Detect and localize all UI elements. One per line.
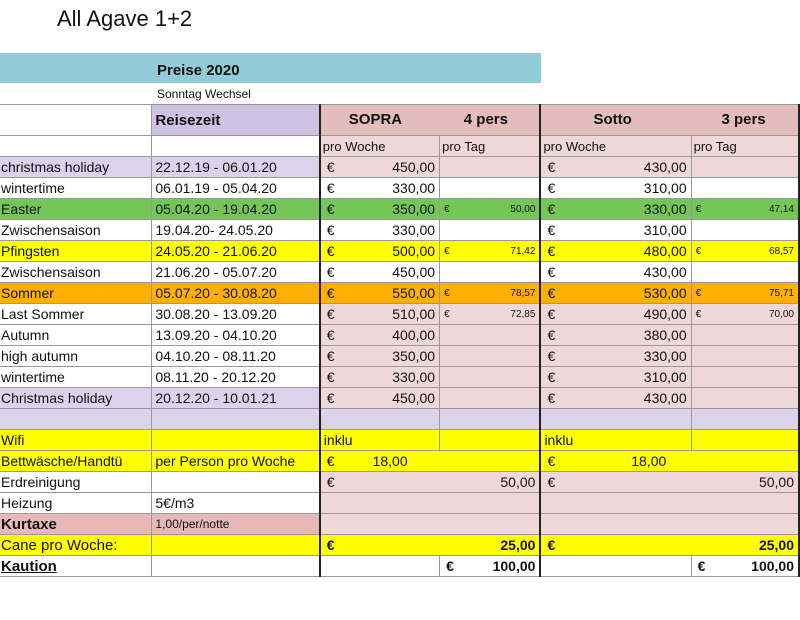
price-value: 50,00: [500, 474, 536, 490]
wifi-desc: [152, 430, 320, 451]
sotto-day-price: [691, 199, 799, 220]
season-label: Zwischensaison: [0, 262, 152, 283]
sotto-day-empty: [691, 325, 799, 346]
sotto-week-price: [540, 220, 691, 241]
price-value: 310,00: [643, 180, 687, 196]
header-sotto-pers: 3 pers: [721, 111, 766, 128]
heiz-sopra: [320, 493, 541, 514]
euro-sign: €: [547, 474, 556, 490]
season-dates: 04.10.20 - 08.11.20: [152, 346, 320, 367]
euro-sign: €: [326, 243, 335, 259]
sopra-week-price: [320, 388, 440, 409]
price-value: 18,00: [631, 453, 667, 469]
sub-empty-2: [152, 136, 320, 157]
price-value: 25,00: [500, 537, 536, 553]
sotto-pro-tag: pro Tag: [691, 136, 799, 157]
euro-sign: €: [547, 453, 556, 469]
euro-sign: €: [326, 369, 335, 385]
header-sotto: [540, 105, 799, 136]
spacer-cell: [320, 409, 440, 430]
table-row: [0, 241, 799, 262]
sotto-week-price: [540, 241, 691, 262]
euro-sign: €: [547, 243, 556, 259]
spacer-cell: [440, 409, 541, 430]
sopra-week-price: [320, 220, 440, 241]
sopra-week-price: [320, 283, 440, 304]
table-row: [0, 199, 799, 220]
euro-sign: €: [547, 306, 556, 322]
sotto-day-empty: [691, 346, 799, 367]
sotto-pro-woche: pro Woche: [540, 136, 691, 157]
price-value: 430,00: [643, 159, 687, 175]
price-value: 18,00: [372, 453, 408, 469]
sotto-day-price: [691, 283, 799, 304]
sopra-week-price: [320, 157, 440, 178]
sopra-day-empty: [440, 262, 541, 283]
euro-sign: €: [547, 327, 556, 343]
table-row: [0, 388, 799, 409]
euro-sign: €: [547, 159, 556, 175]
price-value: 450,00: [392, 264, 436, 280]
euro-sign: €: [547, 201, 556, 217]
season-dates: 20.12.20 - 10.01.21: [152, 388, 320, 409]
price-value: 50,00: [758, 474, 794, 490]
season-dates: 22.12.19 - 06.01.20: [152, 157, 320, 178]
euro-sign: €: [547, 264, 556, 280]
erd-label: Erdreinigung: [0, 472, 152, 493]
sotto-week-price: [540, 199, 691, 220]
sopra-day-empty: [440, 367, 541, 388]
price-value: 510,00: [392, 306, 436, 322]
sotto-week-price: [540, 325, 691, 346]
price-value: 380,00: [643, 327, 687, 343]
cane-row: [0, 535, 799, 556]
kaution-desc: [152, 556, 320, 577]
sopra-week-price: [320, 178, 440, 199]
sotto-day-empty: [691, 157, 799, 178]
price-value: 25,00: [758, 537, 794, 553]
euro-sign: €: [695, 203, 702, 215]
sotto-week-price: [540, 157, 691, 178]
table-row: [0, 304, 799, 325]
bett-desc: per Person pro Woche: [152, 451, 320, 472]
header-reisezeit: Reisezeit: [152, 105, 320, 136]
kaution-sopra-empty: [320, 556, 440, 577]
season-dates: 05.04.20 - 19.04.20: [152, 199, 320, 220]
price-value: 100,00: [492, 558, 536, 574]
sopra-week-price: [320, 367, 440, 388]
euro-sign: €: [444, 245, 450, 257]
sotto-week-price: [540, 262, 691, 283]
spacer-cell: [0, 409, 152, 430]
table-row: [0, 157, 799, 178]
sotto-day-price: [691, 304, 799, 325]
table-row: [0, 262, 799, 283]
euro-sign: €: [326, 306, 335, 322]
sotto-day-empty: [691, 220, 799, 241]
sopra-day-empty: [440, 388, 541, 409]
cane-sopra: [320, 535, 541, 556]
price-value: 78,57: [510, 287, 536, 299]
euro-sign: €: [695, 308, 702, 320]
page-title: All Agave 1+2: [57, 6, 193, 31]
table-row: [0, 346, 799, 367]
sotto-day-empty: [691, 367, 799, 388]
sopra-week-price: [320, 346, 440, 367]
euro-sign: €: [444, 287, 450, 299]
heiz-row: [0, 493, 799, 514]
cane-label: Cane pro Woche:: [0, 535, 152, 556]
season-dates: 21.06.20 - 05.07.20: [152, 262, 320, 283]
table-row: [0, 178, 799, 199]
spacer-cell: [152, 409, 320, 430]
price-value: 68,57: [768, 245, 794, 257]
sopra-week-price: [320, 241, 440, 262]
season-label: wintertime: [0, 367, 152, 388]
euro-sign: €: [547, 180, 556, 196]
price-value: 500,00: [392, 243, 436, 259]
price-value: 490,00: [643, 306, 687, 322]
euro-sign: €: [326, 453, 335, 469]
season-label: christmas holiday: [0, 157, 152, 178]
bett-label: Bettwäsche/Handtü: [0, 451, 152, 472]
sopra-pro-tag: pro Tag: [440, 136, 541, 157]
sopra-day-price: [440, 283, 541, 304]
header-sotto-name: Sotto: [593, 111, 632, 128]
sotto-week-price: [540, 283, 691, 304]
price-value: 480,00: [643, 243, 687, 259]
sotto-day-empty: [691, 388, 799, 409]
sopra-day-empty: [440, 220, 541, 241]
header-empty: [0, 105, 152, 136]
euro-sign: €: [326, 348, 335, 364]
season-dates: 08.11.20 - 20.12.20: [152, 367, 320, 388]
euro-sign: €: [326, 285, 335, 301]
wifi-label: Wifi: [0, 430, 152, 451]
header-sopra-name: SOPRA: [348, 111, 403, 128]
season-label: Autumn: [0, 325, 152, 346]
euro-sign: €: [444, 203, 450, 215]
sopra-day-empty: [440, 157, 541, 178]
season-dates: 19.04.20- 24.05.20: [152, 220, 320, 241]
sopra-day-price: [440, 241, 541, 262]
season-label: wintertime: [0, 178, 152, 199]
price-value: 400,00: [392, 327, 436, 343]
kurtaxe-row: [0, 514, 799, 535]
erd-row: [0, 472, 799, 493]
sopra-day-price: [440, 304, 541, 325]
wifi-sopra: inklu: [320, 430, 440, 451]
kaution-sotto-empty: [540, 556, 691, 577]
price-value: 450,00: [392, 159, 436, 175]
sopra-day-empty: [440, 346, 541, 367]
price-value: 310,00: [643, 222, 687, 238]
price-value: 310,00: [643, 369, 687, 385]
kurtaxe-sopra: [320, 514, 541, 535]
wechsel-subtitle: Sonntag Wechsel: [157, 87, 251, 101]
season-label: high autumn: [0, 346, 152, 367]
erd-sopra: [320, 472, 541, 493]
price-value: 330,00: [392, 180, 436, 196]
sopra-week-price: [320, 199, 440, 220]
price-value: 47,14: [768, 203, 794, 215]
kaution-sotto: [691, 556, 799, 577]
wifi-sopra-day: [440, 430, 541, 451]
sopra-day-empty: [440, 325, 541, 346]
season-dates: 13.09.20 - 04.10.20: [152, 325, 320, 346]
price-value: 550,00: [392, 285, 436, 301]
price-value: 330,00: [392, 369, 436, 385]
price-value: 70,00: [768, 308, 794, 320]
wifi-sotto-day: [691, 430, 799, 451]
euro-sign: €: [695, 245, 702, 257]
heiz-desc: 5€/m3: [152, 493, 320, 514]
table-row: [0, 325, 799, 346]
euro-sign: €: [326, 180, 335, 196]
euro-sign: €: [326, 537, 335, 553]
euro-sign: €: [697, 558, 706, 574]
euro-sign: €: [326, 264, 335, 280]
sopra-day-empty: [440, 178, 541, 199]
bett-sopra: [320, 451, 541, 472]
sotto-week-price: [540, 178, 691, 199]
kaution-label: Kaution: [0, 556, 152, 577]
price-value: 350,00: [392, 201, 436, 217]
sub-empty-1: [0, 136, 152, 157]
euro-sign: €: [444, 308, 450, 320]
euro-sign: €: [326, 327, 335, 343]
sotto-day-price: [691, 241, 799, 262]
euro-sign: €: [547, 537, 556, 553]
bett-row: [0, 451, 799, 472]
sopra-week-price: [320, 304, 440, 325]
price-value: 71,42: [510, 245, 536, 257]
season-dates: 06.01.19 - 05.04.20: [152, 178, 320, 199]
kaution-row: [0, 556, 799, 577]
euro-sign: €: [326, 390, 335, 406]
sotto-week-price: [540, 367, 691, 388]
sopra-pro-woche: pro Woche: [320, 136, 440, 157]
euro-sign: €: [547, 369, 556, 385]
price-value: 530,00: [643, 285, 687, 301]
spacer-cell: [540, 409, 691, 430]
spacer-row: [0, 409, 799, 430]
price-value: 430,00: [643, 390, 687, 406]
euro-sign: €: [326, 159, 335, 175]
preise-heading: Preise 2020: [157, 62, 240, 79]
price-value: 330,00: [392, 222, 436, 238]
header-sopra-pers: 4 pers: [463, 111, 508, 128]
season-label: Pfingsten: [0, 241, 152, 262]
cane-desc: [152, 535, 320, 556]
cane-sotto: [540, 535, 799, 556]
euro-sign: €: [326, 474, 335, 490]
euro-sign: €: [547, 285, 556, 301]
sotto-week-price: [540, 304, 691, 325]
season-label: Easter: [0, 199, 152, 220]
sotto-week-price: [540, 346, 691, 367]
kurtaxe-desc: 1,00/per/notte: [152, 514, 320, 535]
sopra-week-price: [320, 262, 440, 283]
sopra-day-price: [440, 199, 541, 220]
season-label: Last Sommer: [0, 304, 152, 325]
price-table: [0, 104, 800, 577]
table-row: [0, 367, 799, 388]
wifi-row: [0, 430, 799, 451]
euro-sign: €: [547, 222, 556, 238]
price-value: 450,00: [392, 390, 436, 406]
euro-sign: €: [326, 201, 335, 217]
season-dates: 24.05.20 - 21.06.20: [152, 241, 320, 262]
price-value: 330,00: [643, 348, 687, 364]
erd-desc: [152, 472, 320, 493]
heiz-label: Heizung: [0, 493, 152, 514]
price-value: 75,71: [768, 287, 794, 299]
table-row: [0, 283, 799, 304]
spacer-cell: [691, 409, 799, 430]
season-label: Christmas holiday: [0, 388, 152, 409]
wifi-sotto: inklu: [540, 430, 691, 451]
euro-sign: €: [446, 558, 454, 574]
price-value: 350,00: [392, 348, 436, 364]
kaution-sopra: [440, 556, 541, 577]
euro-sign: €: [695, 287, 702, 299]
sopra-week-price: [320, 325, 440, 346]
sotto-week-price: [540, 388, 691, 409]
price-value: 100,00: [751, 558, 794, 574]
price-value: 330,00: [643, 201, 687, 217]
kurtaxe-sotto: [540, 514, 799, 535]
heiz-sotto: [540, 493, 799, 514]
euro-sign: €: [547, 348, 556, 364]
kurtaxe-label: Kurtaxe: [0, 514, 152, 535]
sotto-day-empty: [691, 262, 799, 283]
price-value: 430,00: [643, 264, 687, 280]
euro-sign: €: [326, 222, 335, 238]
price-value: 72,85: [510, 308, 536, 320]
header-sopra: [320, 105, 541, 136]
season-label: Zwischensaison: [0, 220, 152, 241]
erd-sotto: [540, 472, 799, 493]
season-dates: 05.07.20 - 30.08.20: [152, 283, 320, 304]
season-dates: 30.08.20 - 13.09.20: [152, 304, 320, 325]
table-row: [0, 220, 799, 241]
season-label: Sommer: [0, 283, 152, 304]
title-band: [0, 53, 541, 83]
sotto-day-empty: [691, 178, 799, 199]
price-value: 50,00: [510, 203, 536, 215]
bett-sotto: [540, 451, 799, 472]
euro-sign: €: [547, 390, 556, 406]
